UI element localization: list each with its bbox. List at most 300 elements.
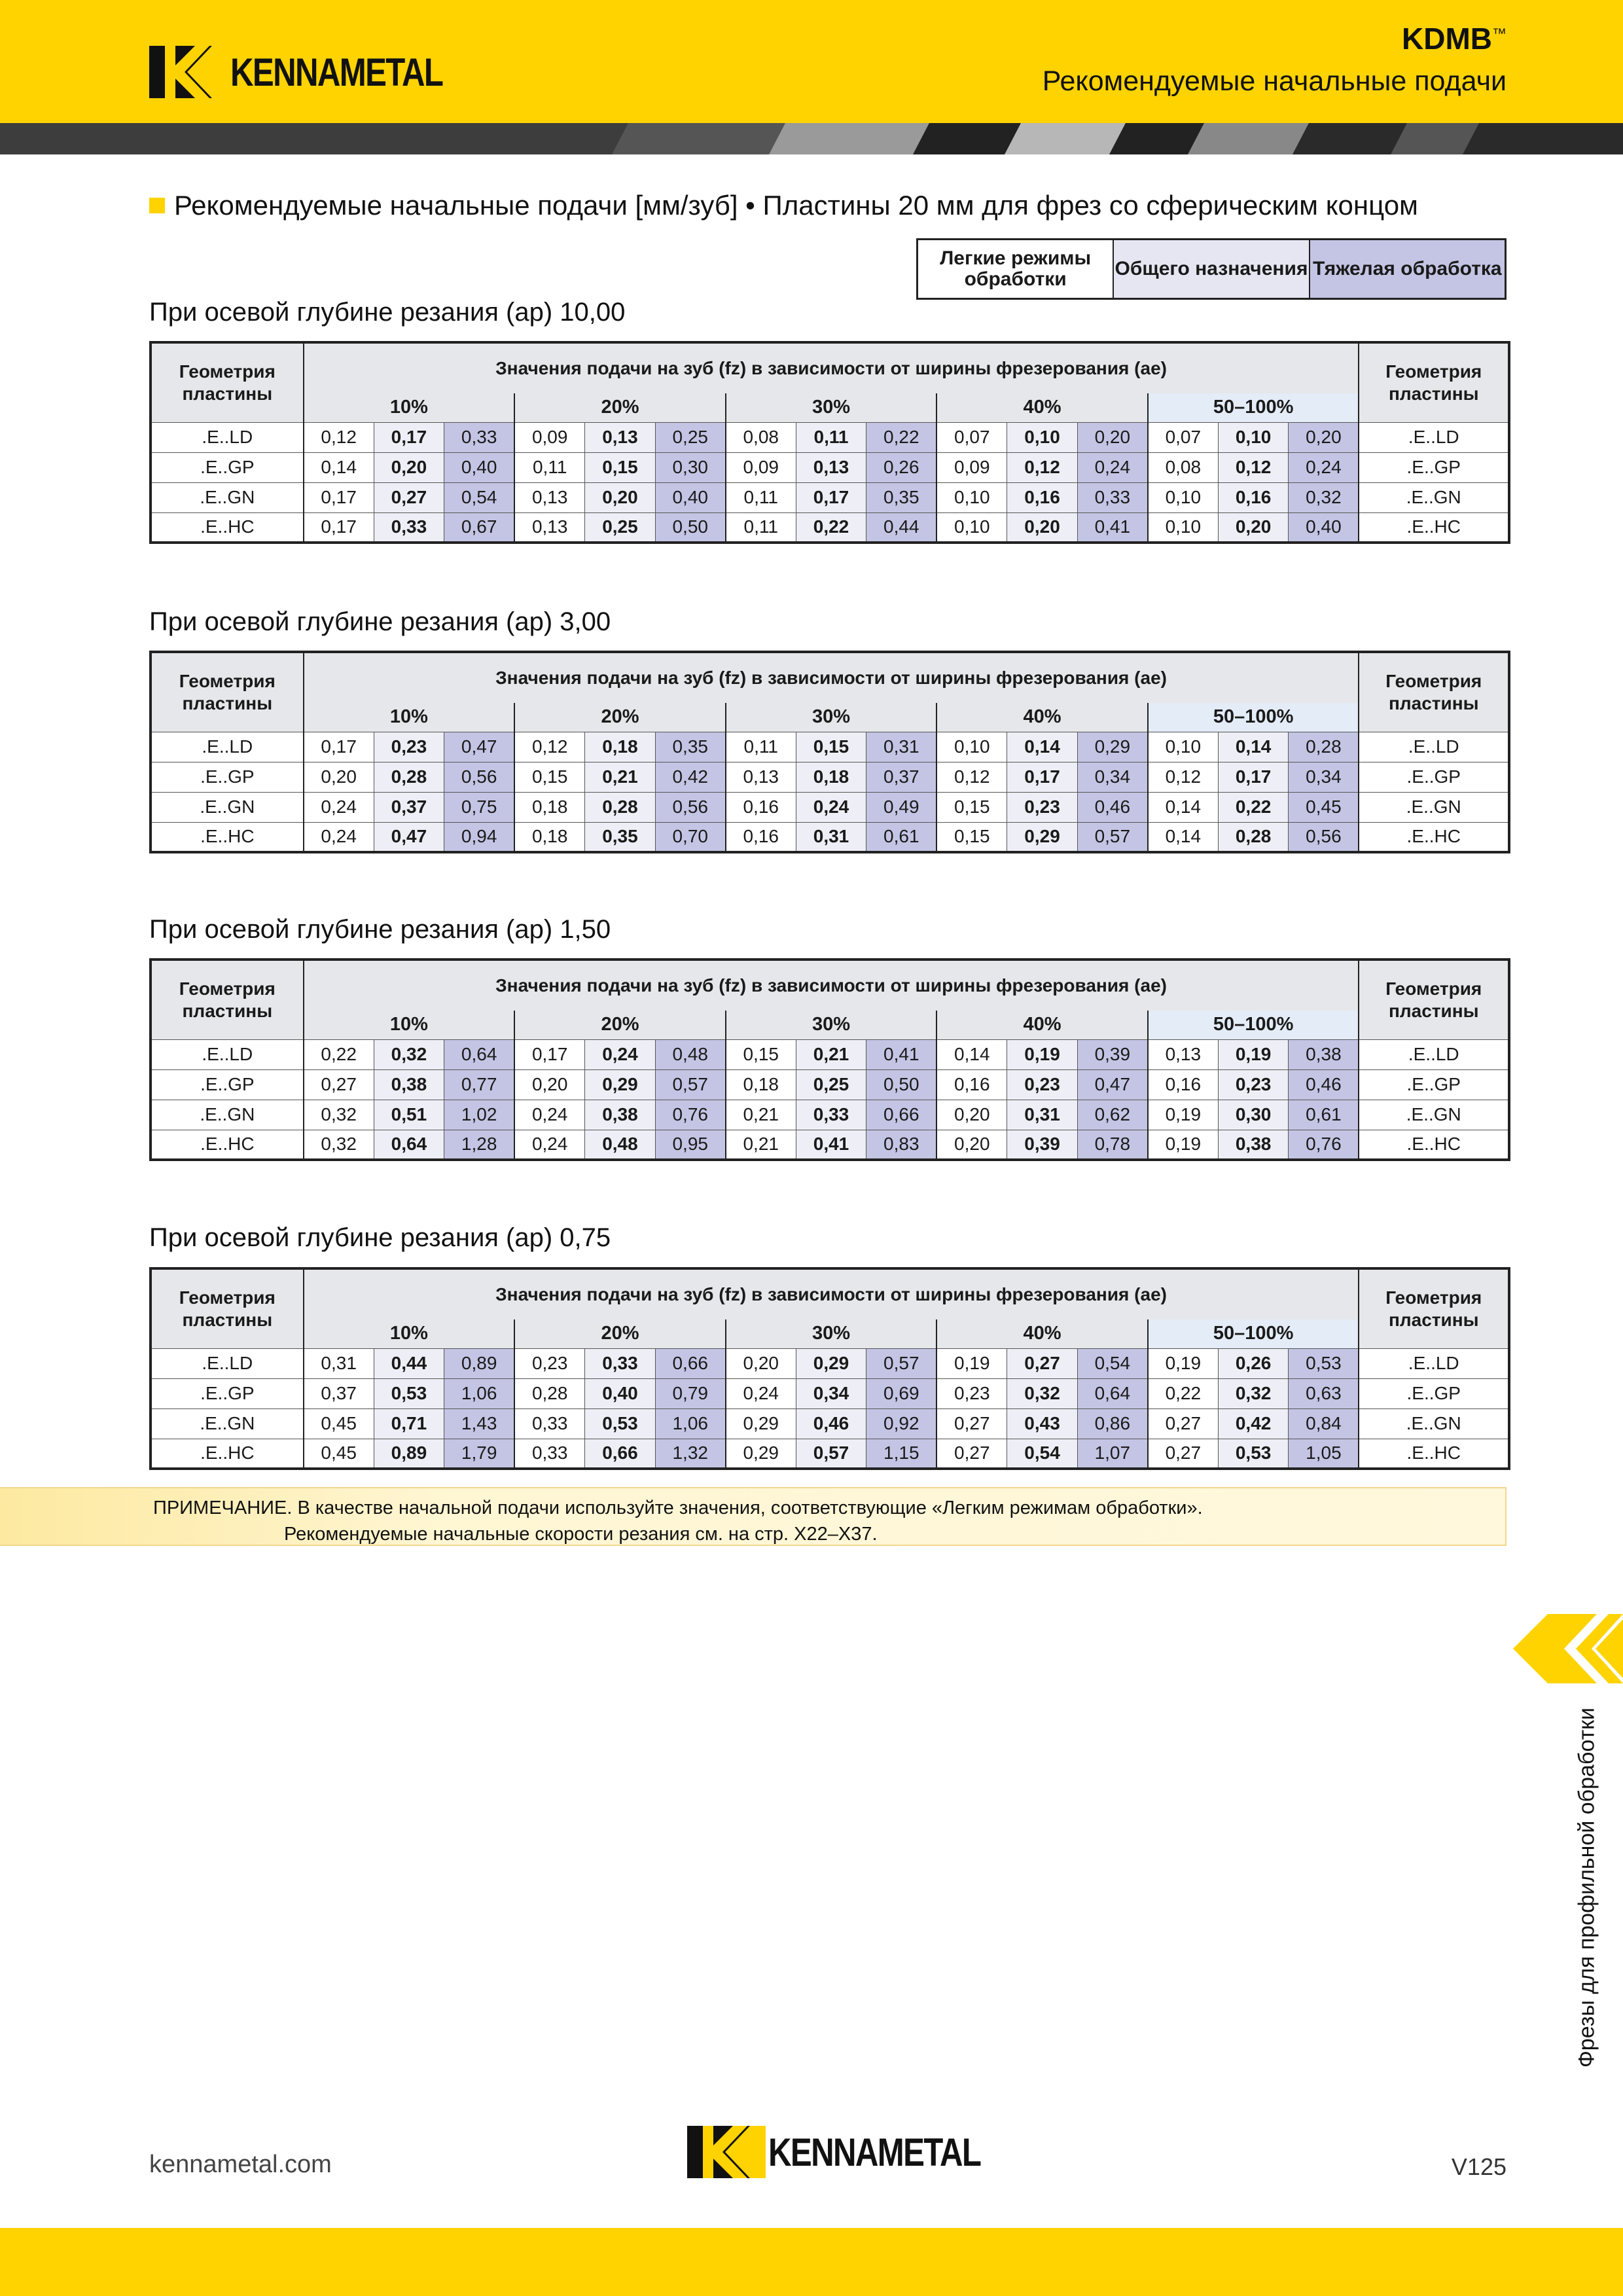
general-feed-cell: 0,25: [796, 1069, 866, 1100]
light-feed-cell: 0,08: [726, 422, 796, 452]
product-code: KDMB™: [1402, 22, 1507, 56]
geometry-cell: .E..LD: [151, 422, 304, 452]
general-feed-cell: 0,29: [585, 1069, 656, 1100]
width-header: 10%: [304, 1011, 515, 1039]
kennametal-k-icon: [687, 2126, 766, 2178]
general-feed-cell: 0,53: [374, 1378, 444, 1408]
general-feed-cell: 0,13: [585, 422, 656, 452]
width-header: 40%: [936, 393, 1148, 422]
geometry-cell: .E..HC: [151, 822, 304, 852]
geometry-cell: .E..HC: [1359, 512, 1509, 543]
geometry-cell: .E..HC: [151, 1439, 304, 1469]
light-feed-cell: 0,23: [514, 1348, 585, 1378]
general-feed-cell: 0,11: [796, 422, 866, 452]
light-feed-cell: 0,14: [304, 452, 374, 482]
general-feed-cell: 0,38: [585, 1100, 656, 1130]
heavy-feed-cell: 0,61: [1289, 1100, 1359, 1130]
geometry-header: Геометрия пластины: [151, 1268, 304, 1348]
table-row: [151, 1039, 1509, 1069]
width-header: 40%: [936, 703, 1148, 732]
general-feed-cell: 0,29: [796, 1348, 866, 1378]
width-header: 20%: [514, 703, 726, 732]
geometry-cell: .E..LD: [151, 732, 304, 762]
heavy-feed-cell: 0,79: [655, 1378, 726, 1408]
geometry-header: Геометрия пластины: [1359, 1268, 1509, 1348]
light-feed-cell: 0,24: [514, 1100, 585, 1130]
geometry-cell: .E..GP: [1359, 1069, 1509, 1100]
general-feed-cell: 0,89: [374, 1439, 444, 1469]
kennametal-logo: [149, 46, 490, 98]
feed-caption: Значения подачи на зуб (fz) в зависимости от ширины фрезерования (ae): [304, 960, 1359, 1011]
general-feed-cell: 0,53: [585, 1408, 656, 1439]
light-feed-cell: 0,32: [304, 1130, 374, 1160]
heavy-feed-cell: 0,41: [1077, 512, 1148, 543]
light-feed-cell: 0,15: [514, 762, 585, 792]
light-feed-cell: 0,09: [936, 452, 1007, 482]
heavy-feed-cell: 0,30: [655, 452, 726, 482]
heavy-feed-cell: 1,02: [444, 1100, 515, 1130]
geometry-header: Геометрия пластины: [1359, 652, 1509, 732]
heavy-feed-cell: 0,40: [655, 482, 726, 512]
width-header: 20%: [514, 1319, 726, 1348]
general-feed-cell: 0,33: [796, 1100, 866, 1130]
geometry-cell: .E..GN: [151, 1100, 304, 1130]
general-feed-cell: 0,20: [374, 452, 444, 482]
header-stripe: [0, 123, 1623, 154]
light-feed-cell: 0,20: [514, 1069, 585, 1100]
table-row: [151, 1408, 1509, 1439]
light-feed-cell: 0,11: [726, 732, 796, 762]
light-feed-cell: 0,45: [304, 1439, 374, 1469]
heavy-feed-cell: 0,50: [866, 1069, 937, 1100]
table-row: [151, 1439, 1509, 1469]
page-header: [0, 0, 1623, 123]
heavy-feed-cell: 0,40: [444, 452, 515, 482]
heavy-feed-cell: 0,34: [1077, 762, 1148, 792]
legend-light: Легкие режимы обработки: [918, 240, 1114, 298]
table-row: [151, 732, 1509, 762]
geometry-header: Геометрия пластины: [151, 652, 304, 732]
light-feed-cell: 0,24: [726, 1378, 796, 1408]
general-feed-cell: 0,40: [585, 1378, 656, 1408]
general-feed-cell: 0,14: [1218, 732, 1289, 762]
general-feed-cell: 0,37: [374, 792, 444, 822]
light-feed-cell: 0,18: [514, 822, 585, 852]
light-feed-cell: 0,12: [304, 422, 374, 452]
general-feed-cell: 0,33: [374, 512, 444, 543]
side-tab-label: Фрезы для профильной обработки: [1574, 1707, 1599, 2068]
light-feed-cell: 0,09: [514, 422, 585, 452]
light-feed-cell: 0,12: [936, 762, 1007, 792]
geometry-cell: .E..LD: [1359, 732, 1509, 762]
heavy-feed-cell: 0,78: [1077, 1130, 1148, 1160]
light-feed-cell: 0,17: [304, 482, 374, 512]
geometry-cell: .E..GP: [1359, 452, 1509, 482]
heavy-feed-cell: 0,50: [655, 512, 726, 543]
feed-caption: Значения подачи на зуб (fz) в зависимости от ширины фрезерования (ae): [304, 652, 1359, 703]
general-feed-cell: 0,47: [374, 822, 444, 852]
geometry-cell: .E..HC: [151, 1130, 304, 1160]
geometry-cell: .E..HC: [1359, 822, 1509, 852]
light-feed-cell: 0,21: [726, 1130, 796, 1160]
yellow-square-icon: [149, 198, 165, 213]
light-feed-cell: 0,23: [936, 1378, 1007, 1408]
heavy-feed-cell: 0,29: [1077, 732, 1148, 762]
light-feed-cell: 0,37: [304, 1378, 374, 1408]
light-feed-cell: 0,16: [1148, 1069, 1219, 1100]
light-feed-cell: 0,13: [1148, 1039, 1219, 1069]
light-feed-cell: 0,27: [304, 1069, 374, 1100]
general-feed-cell: 0,24: [796, 792, 866, 822]
heavy-feed-cell: 0,33: [1077, 482, 1148, 512]
geometry-cell: .E..LD: [1359, 422, 1509, 452]
main-title: Рекомендуемые начальные подачи [мм/зуб] • Пластины 20 мм для фрез со сферическим концом: [149, 190, 1418, 221]
general-feed-cell: 0,17: [374, 422, 444, 452]
general-feed-cell: 0,21: [796, 1039, 866, 1069]
heavy-feed-cell: 1,15: [866, 1439, 937, 1469]
heavy-feed-cell: 0,56: [444, 762, 515, 792]
width-header: 30%: [726, 393, 937, 422]
heavy-feed-cell: 0,56: [1289, 822, 1359, 852]
general-feed-cell: 0,53: [1218, 1439, 1289, 1469]
light-feed-cell: 0,13: [514, 512, 585, 543]
heavy-feed-cell: 0,67: [444, 512, 515, 543]
heavy-feed-cell: 1,05: [1289, 1439, 1359, 1469]
footer-bar: [0, 2228, 1623, 2296]
general-feed-cell: 0,28: [1218, 822, 1289, 852]
light-feed-cell: 0,20: [726, 1348, 796, 1378]
geometry-cell: .E..GN: [1359, 1100, 1509, 1130]
heavy-feed-cell: 0,53: [1289, 1348, 1359, 1378]
light-feed-cell: 0,10: [936, 512, 1007, 543]
table-row: [151, 422, 1509, 452]
light-feed-cell: 0,11: [726, 482, 796, 512]
geometry-cell: .E..GN: [1359, 1408, 1509, 1439]
general-feed-cell: 0,27: [1007, 1348, 1078, 1378]
heavy-feed-cell: 1,06: [444, 1378, 515, 1408]
heavy-feed-cell: 0,86: [1077, 1408, 1148, 1439]
machining-legend: [916, 238, 1507, 300]
heavy-feed-cell: 0,62: [1077, 1100, 1148, 1130]
light-feed-cell: 0,19: [1148, 1100, 1219, 1130]
table-row: [151, 822, 1509, 852]
width-header: 10%: [304, 1319, 515, 1348]
general-feed-cell: 0,19: [1218, 1039, 1289, 1069]
section-title: При осевой глубине резания (ap) 3,00: [149, 607, 611, 636]
light-feed-cell: 0,22: [1148, 1378, 1219, 1408]
heavy-feed-cell: 0,47: [444, 732, 515, 762]
heavy-feed-cell: 0,89: [444, 1348, 515, 1378]
general-feed-cell: 0,42: [1218, 1408, 1289, 1439]
light-feed-cell: 0,19: [1148, 1348, 1219, 1378]
feed-table: [149, 958, 1510, 1161]
light-feed-cell: 0,14: [1148, 792, 1219, 822]
general-feed-cell: 0,34: [796, 1378, 866, 1408]
side-chevron-icon: [1513, 1614, 1623, 1683]
general-feed-cell: 0,31: [796, 822, 866, 852]
light-feed-cell: 0,33: [514, 1408, 585, 1439]
light-feed-cell: 0,07: [1148, 422, 1219, 452]
light-feed-cell: 0,29: [726, 1439, 796, 1469]
light-feed-cell: 0,45: [304, 1408, 374, 1439]
heavy-feed-cell: 0,39: [1077, 1039, 1148, 1069]
light-feed-cell: 0,27: [1148, 1408, 1219, 1439]
heavy-feed-cell: 0,24: [1077, 452, 1148, 482]
heavy-feed-cell: 0,95: [655, 1130, 726, 1160]
feed-caption: Значения подачи на зуб (fz) в зависимости от ширины фрезерования (ae): [304, 342, 1359, 393]
general-feed-cell: 0,28: [585, 792, 656, 822]
heavy-feed-cell: 0,46: [1289, 1069, 1359, 1100]
heavy-feed-cell: 0,54: [444, 482, 515, 512]
general-feed-cell: 0,38: [374, 1069, 444, 1100]
page-number: V125: [1451, 2153, 1507, 2180]
general-feed-cell: 0,14: [1007, 732, 1078, 762]
general-feed-cell: 0,23: [1007, 792, 1078, 822]
general-feed-cell: 0,46: [796, 1408, 866, 1439]
light-feed-cell: 0,24: [304, 792, 374, 822]
geometry-cell: .E..GP: [151, 1069, 304, 1100]
table-row: [151, 1348, 1509, 1378]
table-row: [151, 1100, 1509, 1130]
light-feed-cell: 0,27: [936, 1439, 1007, 1469]
light-feed-cell: 0,18: [514, 792, 585, 822]
light-feed-cell: 0,10: [936, 482, 1007, 512]
general-feed-cell: 0,32: [1218, 1378, 1289, 1408]
heavy-feed-cell: 0,40: [1289, 512, 1359, 543]
general-feed-cell: 0,26: [1218, 1348, 1289, 1378]
heavy-feed-cell: 0,69: [866, 1378, 937, 1408]
geometry-cell: .E..GN: [151, 1408, 304, 1439]
header-subtitle: Рекомендуемые начальные подачи: [1042, 65, 1507, 97]
light-feed-cell: 0,15: [936, 792, 1007, 822]
heavy-feed-cell: 1,06: [655, 1408, 726, 1439]
heavy-feed-cell: 0,49: [866, 792, 937, 822]
width-header: 40%: [936, 1011, 1148, 1039]
heavy-feed-cell: 0,48: [655, 1039, 726, 1069]
note-box: [0, 1487, 1507, 1546]
width-header: 30%: [726, 703, 937, 732]
general-feed-cell: 0,16: [1007, 482, 1078, 512]
light-feed-cell: 0,20: [936, 1100, 1007, 1130]
general-feed-cell: 0,12: [1007, 452, 1078, 482]
geometry-cell: .E..GP: [1359, 762, 1509, 792]
general-feed-cell: 0,28: [374, 762, 444, 792]
light-feed-cell: 0,07: [936, 422, 1007, 452]
geometry-cell: .E..GP: [1359, 1378, 1509, 1408]
general-feed-cell: 0,13: [796, 452, 866, 482]
table-row: [151, 1130, 1509, 1160]
width-header: 20%: [514, 1011, 726, 1039]
general-feed-cell: 0,15: [585, 452, 656, 482]
heavy-feed-cell: 0,28: [1289, 732, 1359, 762]
general-feed-cell: 0,51: [374, 1100, 444, 1130]
geometry-cell: .E..LD: [151, 1348, 304, 1378]
table-row: [151, 792, 1509, 822]
light-feed-cell: 0,20: [936, 1130, 1007, 1160]
general-feed-cell: 0,29: [1007, 822, 1078, 852]
general-feed-cell: 0,23: [1007, 1069, 1078, 1100]
light-feed-cell: 0,20: [304, 762, 374, 792]
width-header: 10%: [304, 393, 515, 422]
general-feed-cell: 0,23: [1218, 1069, 1289, 1100]
width-header: 30%: [726, 1319, 937, 1348]
general-feed-cell: 0,43: [1007, 1408, 1078, 1439]
light-feed-cell: 0,14: [936, 1039, 1007, 1069]
heavy-feed-cell: 0,66: [866, 1100, 937, 1130]
geometry-header: Геометрия пластины: [1359, 960, 1509, 1039]
general-feed-cell: 0,39: [1007, 1130, 1078, 1160]
light-feed-cell: 0,24: [514, 1130, 585, 1160]
heavy-feed-cell: 0,25: [655, 422, 726, 452]
heavy-feed-cell: 0,32: [1289, 482, 1359, 512]
note-line-1: ПРИМЕЧАНИЕ. В качестве начальной подачи используйте значения, соответствующие «Легким режимам обработки».: [153, 1498, 1203, 1518]
heavy-feed-cell: 0,57: [1077, 822, 1148, 852]
geometry-cell: .E..GP: [151, 762, 304, 792]
general-feed-cell: 0,54: [1007, 1439, 1078, 1469]
brand-wordmark: KENNAMETAL: [230, 50, 443, 94]
heavy-feed-cell: 0,77: [444, 1069, 515, 1100]
light-feed-cell: 0,27: [1148, 1439, 1219, 1469]
general-feed-cell: 0,41: [796, 1130, 866, 1160]
general-feed-cell: 0,30: [1218, 1100, 1289, 1130]
heavy-feed-cell: 0,41: [866, 1039, 937, 1069]
light-feed-cell: 0,12: [1148, 762, 1219, 792]
geometry-cell: .E..GP: [151, 452, 304, 482]
table-row: [151, 452, 1509, 482]
heavy-feed-cell: 0,42: [655, 762, 726, 792]
light-feed-cell: 0,31: [304, 1348, 374, 1378]
heavy-feed-cell: 0,61: [866, 822, 937, 852]
light-feed-cell: 0,28: [514, 1378, 585, 1408]
heavy-feed-cell: 0,35: [655, 732, 726, 762]
heavy-feed-cell: 1,07: [1077, 1439, 1148, 1469]
heavy-feed-cell: 0,57: [866, 1348, 937, 1378]
light-feed-cell: 0,17: [304, 512, 374, 543]
geometry-cell: .E..GN: [151, 482, 304, 512]
light-feed-cell: 0,14: [1148, 822, 1219, 852]
geometry-header: Геометрия пластины: [151, 960, 304, 1039]
section-title: При осевой глубине резания (ap) 0,75: [149, 1223, 611, 1252]
light-feed-cell: 0,10: [1148, 482, 1219, 512]
general-feed-cell: 0,48: [585, 1130, 656, 1160]
general-feed-cell: 0,10: [1218, 422, 1289, 452]
geometry-header: Геометрия пластины: [151, 342, 304, 422]
geometry-cell: .E..LD: [1359, 1039, 1509, 1069]
light-feed-cell: 0,08: [1148, 452, 1219, 482]
geometry-cell: .E..LD: [1359, 1348, 1509, 1378]
general-feed-cell: 0,20: [1007, 512, 1078, 543]
heavy-feed-cell: 0,84: [1289, 1408, 1359, 1439]
light-feed-cell: 0,15: [936, 822, 1007, 852]
general-feed-cell: 0,20: [1218, 512, 1289, 543]
light-feed-cell: 0,12: [514, 732, 585, 762]
light-feed-cell: 0,16: [726, 792, 796, 822]
general-feed-cell: 0,32: [374, 1039, 444, 1069]
heavy-feed-cell: 0,56: [655, 792, 726, 822]
heavy-feed-cell: 0,83: [866, 1130, 937, 1160]
general-feed-cell: 0,71: [374, 1408, 444, 1439]
light-feed-cell: 0,10: [1148, 732, 1219, 762]
general-feed-cell: 0,18: [585, 732, 656, 762]
heavy-feed-cell: 0,44: [866, 512, 937, 543]
light-feed-cell: 0,16: [726, 822, 796, 852]
heavy-feed-cell: 0,34: [1289, 762, 1359, 792]
table-row: [151, 482, 1509, 512]
general-feed-cell: 0,22: [1218, 792, 1289, 822]
heavy-feed-cell: 0,20: [1289, 422, 1359, 452]
light-feed-cell: 0,11: [726, 512, 796, 543]
section-title: При осевой глубине резания (ap) 1,50: [149, 915, 611, 944]
heavy-feed-cell: 1,79: [444, 1439, 515, 1469]
heavy-feed-cell: 0,22: [866, 422, 937, 452]
footer-url[interactable]: kennametal.com: [149, 2151, 332, 2178]
heavy-feed-cell: 1,43: [444, 1408, 515, 1439]
general-feed-cell: 0,64: [374, 1130, 444, 1160]
general-feed-cell: 0,10: [1007, 422, 1078, 452]
general-feed-cell: 0,17: [1007, 762, 1078, 792]
feed-caption: Значения подачи на зуб (fz) в зависимости от ширины фрезерования (ae): [304, 1268, 1359, 1319]
heavy-feed-cell: 0,54: [1077, 1348, 1148, 1378]
general-feed-cell: 0,23: [374, 732, 444, 762]
light-feed-cell: 0,11: [514, 452, 585, 482]
heavy-feed-cell: 0,37: [866, 762, 937, 792]
note-line-2: Рекомендуемые начальные скорости резания см. на стр. X22–X37.: [284, 1524, 878, 1545]
heavy-feed-cell: 0,35: [866, 482, 937, 512]
heavy-feed-cell: 1,28: [444, 1130, 515, 1160]
general-feed-cell: 0,57: [796, 1439, 866, 1469]
geometry-cell: .E..HC: [1359, 1130, 1509, 1160]
light-feed-cell: 0,18: [726, 1069, 796, 1100]
general-feed-cell: 0,66: [585, 1439, 656, 1469]
width-header: 10%: [304, 703, 515, 732]
light-feed-cell: 0,33: [514, 1439, 585, 1469]
general-feed-cell: 0,16: [1218, 482, 1289, 512]
geometry-header: Геометрия пластины: [1359, 342, 1509, 422]
heavy-feed-cell: 0,20: [1077, 422, 1148, 452]
general-feed-cell: 0,15: [796, 732, 866, 762]
width-header: 20%: [514, 393, 726, 422]
general-feed-cell: 0,27: [374, 482, 444, 512]
width-header: 50–100%: [1148, 703, 1359, 732]
heavy-feed-cell: 0,70: [655, 822, 726, 852]
light-feed-cell: 0,27: [936, 1408, 1007, 1439]
light-feed-cell: 0,13: [726, 762, 796, 792]
feed-table: [149, 341, 1510, 544]
geometry-cell: .E..HC: [151, 512, 304, 543]
light-feed-cell: 0,19: [1148, 1130, 1219, 1160]
heavy-feed-cell: 0,45: [1289, 792, 1359, 822]
geometry-cell: .E..GP: [151, 1378, 304, 1408]
geometry-cell: .E..GN: [1359, 792, 1509, 822]
geometry-cell: .E..LD: [151, 1039, 304, 1069]
light-feed-cell: 0,13: [514, 482, 585, 512]
table-row: [151, 1069, 1509, 1100]
heavy-feed-cell: 1,32: [655, 1439, 726, 1469]
light-feed-cell: 0,17: [304, 732, 374, 762]
heavy-feed-cell: 0,63: [1289, 1378, 1359, 1408]
width-header: 30%: [726, 1011, 937, 1039]
light-feed-cell: 0,16: [936, 1069, 1007, 1100]
general-feed-cell: 0,22: [796, 512, 866, 543]
heavy-feed-cell: 0,92: [866, 1408, 937, 1439]
general-feed-cell: 0,17: [796, 482, 866, 512]
general-feed-cell: 0,44: [374, 1348, 444, 1378]
light-feed-cell: 0,21: [726, 1100, 796, 1130]
heavy-feed-cell: 0,31: [866, 732, 937, 762]
table-row: [151, 512, 1509, 543]
general-feed-cell: 0,25: [585, 512, 656, 543]
heavy-feed-cell: 0,38: [1289, 1039, 1359, 1069]
